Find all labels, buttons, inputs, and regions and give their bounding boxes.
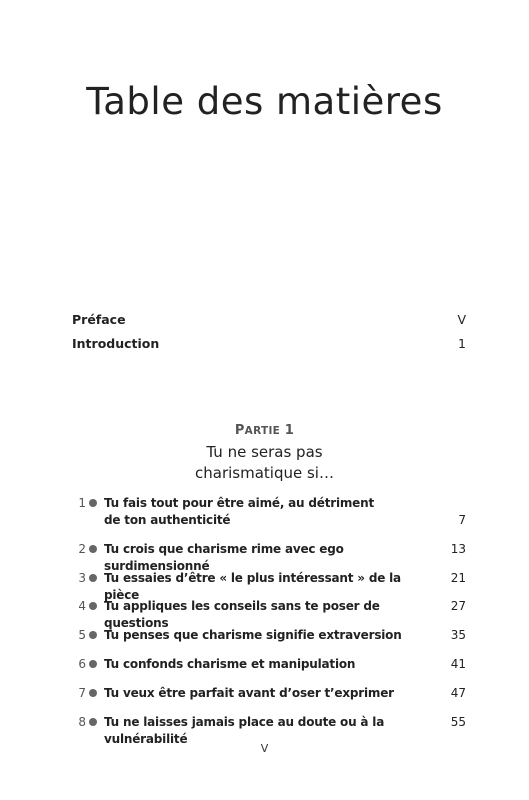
part-title-line: charismatique si… — [195, 464, 334, 482]
chapter-title: Tu essaies d’être « le plus intéressant » de la pièce — [104, 571, 401, 602]
chapter-number: 1 — [78, 496, 86, 510]
chapter-page: 47 — [450, 686, 466, 700]
page-folio: V — [260, 742, 269, 755]
bullet-dot-icon — [89, 631, 97, 639]
part-label-initial: P — [234, 423, 245, 438]
chapter-number: 8 — [78, 715, 86, 729]
page-title: Table des matières — [86, 80, 443, 123]
chapter-number: 2 — [78, 542, 86, 556]
chapter-number: 4 — [78, 599, 86, 613]
chapter-page: 55 — [450, 715, 466, 729]
part-label-rest: ARTIE — [244, 425, 281, 437]
chapter-title: Tu confonds charisme et manipulation — [104, 657, 356, 671]
chapter-page: 13 — [450, 542, 466, 556]
bullet-dot-icon — [89, 499, 97, 507]
chapter-title: Tu ne laisses jamais place au doute ou à la vulnérabilité — [104, 715, 385, 746]
chapter-title: Tu crois que charisme rime avec ego surdimensionné — [104, 542, 344, 573]
part-label-number: 1 — [284, 423, 295, 438]
chapter-page: 7 — [458, 513, 466, 527]
chapter-number: 6 — [78, 657, 86, 671]
toc-entry-page: V — [457, 312, 466, 327]
bullet-dot-icon — [89, 660, 97, 668]
bullet-dot-icon — [89, 602, 97, 610]
chapter-title: Tu fais tout pour être aimé, au détriment de ton authenticité — [104, 496, 374, 527]
part-title-line: Tu ne seras pas — [206, 443, 323, 461]
chapter-number: 7 — [78, 686, 86, 700]
chapter-page: 35 — [450, 628, 466, 642]
chapter-page: 41 — [450, 657, 466, 671]
chapter-page: 21 — [450, 571, 466, 585]
chapter-number: 5 — [78, 628, 86, 642]
toc-entry-label: Introduction — [72, 336, 160, 351]
chapter-title: Tu veux être parfait avant d’oser t’exprimer — [104, 686, 394, 700]
chapter-number: 3 — [78, 571, 86, 585]
bullet-dot-icon — [89, 574, 97, 582]
part-title — [0, 442, 529, 484]
toc-entry-page: 1 — [458, 336, 466, 351]
bullet-dot-icon — [89, 545, 97, 553]
chapter-page: 27 — [450, 599, 466, 613]
bullet-dot-icon — [89, 689, 97, 697]
bullet-dot-icon — [89, 718, 97, 726]
toc-entry-label: Préface — [72, 312, 126, 327]
chapter-title: Tu appliques les conseils sans te poser de questions — [104, 599, 380, 630]
chapter-title: Tu penses que charisme signifie extraversion — [104, 628, 402, 642]
part-label — [0, 422, 529, 438]
